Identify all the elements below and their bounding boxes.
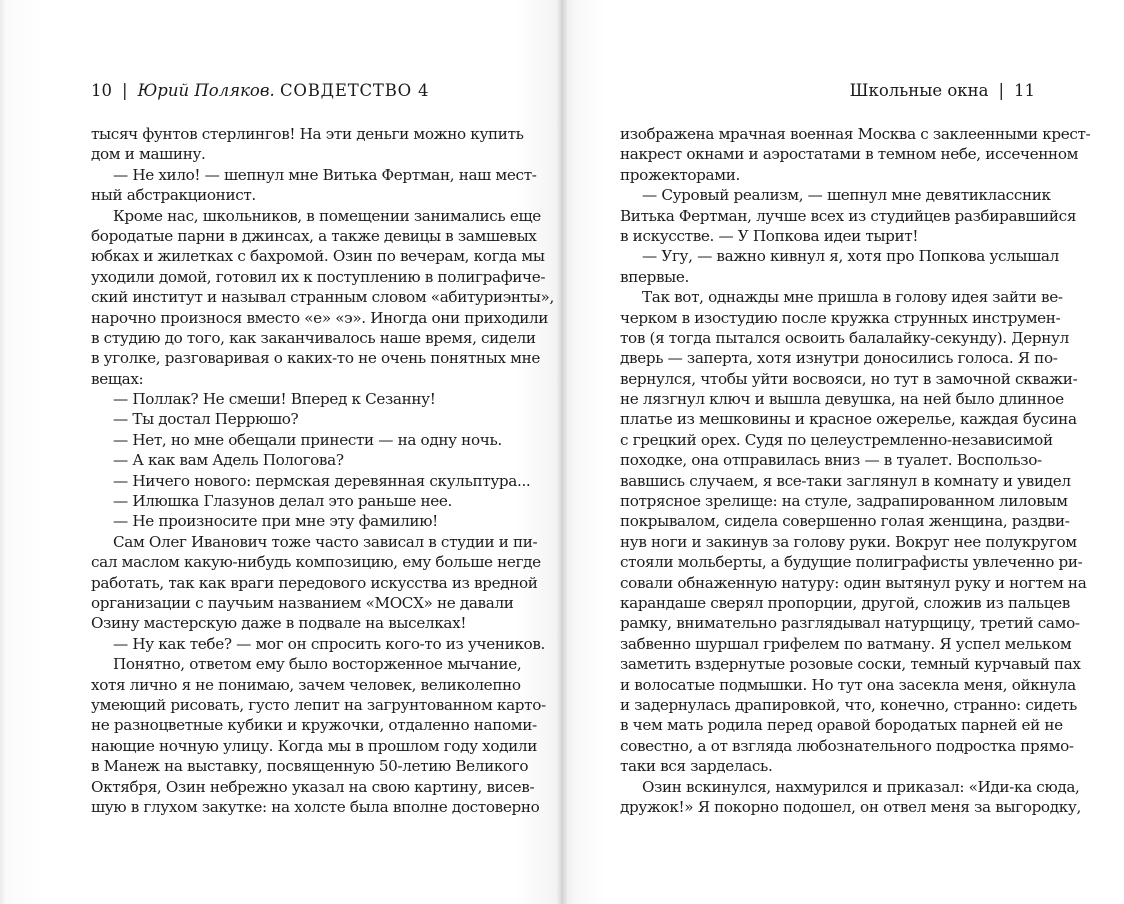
left-running-head — [91, 81, 429, 101]
left-text-column — [91, 124, 554, 817]
text-line: тов (я тогда пытался освоить балалайку-секунду). Дернул — [620, 328, 1069, 347]
text-line: прожекторами. — [620, 165, 740, 184]
text-line: тысяч фунтов стерлингов! На эти деньги можно купить — [91, 125, 524, 143]
text-line: нарочно произнося вместо «е» «э». Иногда они приходили — [91, 308, 549, 327]
text-line: — Не хило! — шепнул мне Витька Фертман, наш мест- — [113, 165, 537, 184]
text-line: в Манеж на выставку, посвященную 50-летию Великого — [91, 757, 529, 776]
text-line: покрывалом, сидела совершенно голая женщина, раздви- — [620, 512, 1070, 531]
text-line: накрест окнами и аэростатами в темном небе, иссеченном — [620, 145, 1079, 164]
text-line: дверь — заперта, хотя изнутри доносились голоса. Я по- — [620, 349, 1058, 368]
text-line: Озину мастерскую даже в подвале на выселках! — [91, 614, 467, 633]
text-line: в уголке, разговаривая о каких-то не очень понятных мне — [91, 349, 541, 368]
text-line: вернулся, чтобы уйти восвояси, но тут в замочной скважи- — [620, 369, 1078, 388]
text-line: в искусстве. — У Попкова идеи тырит! — [620, 226, 919, 245]
text-line: рамку, внимательно разглядывал натурщицу, третий само- — [620, 614, 1080, 633]
text-line: ный абстракционист. — [91, 186, 256, 205]
text-line: — Не произносите при мне эту фамилию! — [113, 512, 438, 531]
text-line: вещах: — [91, 369, 144, 388]
text-line: не лязгнул ключ и вышла девушка, на ней было длинное — [620, 390, 1064, 409]
series-title: СОВДЕТСТВО 4 — [279, 81, 430, 100]
text-line: — Ты достал Перрюшо? — [113, 410, 299, 429]
text-line: — А как вам Адель Пологова? — [113, 451, 344, 470]
text-line: и волосатые подмышки. Но тут она засекла меня, ойкнула — [620, 675, 1076, 694]
page-edge-shadow — [0, 0, 6, 904]
text-line: Так вот, однажды мне пришла в голову идея зайти ве- — [642, 288, 1063, 307]
text-line: совали обнаженную натуру: один вытянул руку и ногтем на — [620, 573, 1087, 592]
text-line: — Угу, — важно кивнул я, хотя про Попкова услышал — [642, 247, 1059, 266]
right-page-number: 11 — [1014, 81, 1035, 100]
text-line: черком в изостудию после кружка струнных инструмен- — [620, 308, 1061, 327]
text-line: дружок!» Я покорно подошел, он отвел меня за выгородку, — [620, 797, 1081, 816]
text-line: в студию до того, как заканчивалось наше время, сидели — [91, 328, 536, 347]
text-line: нающие ночную улицу. Когда мы в прошлом году ходили — [91, 736, 537, 755]
text-line: Понятно, ответом ему было восторженное мычание, — [113, 655, 522, 674]
chapter-title: Школьные окна — [849, 81, 989, 100]
text-line: юбках и жилетках с бахромой. Озин по вечерам, когда мы — [91, 247, 545, 266]
text-line: Озин вскинулся, нахмурился и приказал: «Иди-ка сюда, — [642, 777, 1080, 796]
text-line: Сам Олег Иванович тоже часто зависал в студии и пи- — [113, 532, 538, 551]
left-page — [0, 0, 561, 904]
left-page-number: 10 — [91, 81, 112, 100]
header-separator: | — [122, 81, 128, 100]
text-line: карандаше сверял пропорции, другой, сложив из пальцев — [620, 593, 1070, 612]
right-text-column — [620, 124, 1091, 817]
text-line: бородатые парни в джинсах, а также девицы в замшевых — [91, 226, 537, 245]
text-line: Витька Фертман, лучше всех из студийцев разбиравшийся — [620, 206, 1077, 225]
text-line: нув ноги и закинув за голову руки. Вокруг нее полукругом — [620, 532, 1077, 551]
header-separator: | — [998, 81, 1004, 100]
text-line: работать, так как враги передового искусства из вредной — [91, 573, 538, 592]
text-line: — Илюшка Глазунов делал это раньше нее. — [113, 492, 453, 511]
text-line: походке, она отправилась вниз — в туалет. Воспользо- — [620, 451, 1042, 470]
text-line: Октября, Озин небрежно указал на свою картину, висев- — [91, 777, 535, 796]
text-line: не разноцветные кубики и кружочки, отдаленно напоми- — [91, 716, 537, 735]
text-line: — Поллак? Не смеши! Вперед к Сезанну! — [113, 390, 436, 409]
text-line: стояли мольберты, а будущие полиграфисты увлеченно ри- — [620, 553, 1083, 572]
text-line: — Суровый реализм, — шепнул мне девятиклассник — [642, 186, 1051, 205]
text-line: совестно, а от взгляда любознательного подростка прямо- — [620, 736, 1074, 755]
text-line: в чем мать родила перед оравой бородатых парней ей не — [620, 716, 1063, 735]
text-line: дом и машину. — [91, 145, 206, 164]
text-line: потрясное зрелище: на стуле, задрапированном лиловым — [620, 492, 1068, 511]
book-gutter — [557, 0, 567, 904]
text-line: с грецкий орех. Судя по целеустремленно-независимой — [620, 430, 1053, 449]
text-line: хотя лично я не понимаю, зачем человек, великолепно — [91, 675, 521, 694]
text-line: умеющий рисовать, густо лепит на загрунтованном карто- — [91, 695, 546, 714]
text-line: ский институт и называл странным словом «абитуриэнты», — [91, 288, 554, 307]
text-line: уходили домой, готовил их к поступлению в полиграфиче- — [91, 267, 546, 286]
text-line: платье из мешковины и красное ожерелье, каждая бусина — [620, 410, 1077, 429]
text-line: впервые. — [620, 267, 690, 286]
right-running-head — [850, 81, 1035, 101]
text-line: забвенно шуршал грифелем по ватману. Я успел мельком — [620, 634, 1072, 653]
text-line: — Нет, но мне обещали принести — на одну ночь. — [113, 430, 502, 449]
text-line: заметить вздернутые розовые соски, темный курчавый пах — [620, 655, 1081, 674]
text-line: вавшись случаем, я все-таки заглянул в комнату и увидел — [620, 471, 1071, 490]
text-line: Кроме нас, школьников, в помещении занимались еще — [113, 206, 541, 225]
text-line: изображена мрачная военная Москва с заклеенными крест- — [620, 125, 1091, 143]
author-name: Юрий Поляков. — [137, 81, 275, 100]
text-line: организации с паучьим названием «МОСХ» не давали — [91, 593, 514, 612]
text-line: — Ничего нового: пермская деревянная скульптура... — [113, 471, 531, 490]
text-line: — Ну как тебе? — мог он спросить кого-то из учеников. — [113, 634, 546, 653]
text-line: сал маслом какую-нибудь композицию, ему больше негде — [91, 553, 541, 572]
text-line: таки вся зарделась. — [620, 757, 773, 776]
text-line: шую в глухом закутке: на холсте была вполне достоверно — [91, 797, 540, 816]
text-line: и задернулась драпировкой, что, конечно, странно: сидеть — [620, 695, 1077, 714]
